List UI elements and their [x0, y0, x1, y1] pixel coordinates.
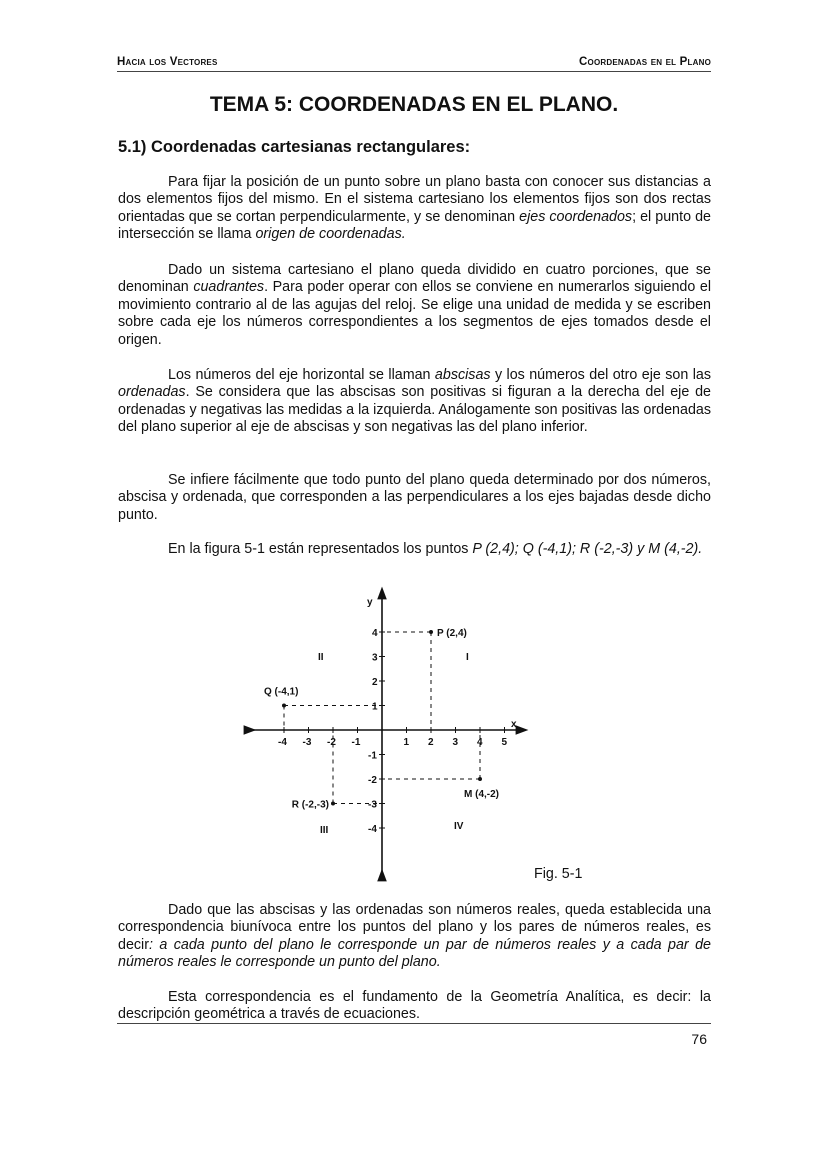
coordinate-plane	[240, 585, 600, 885]
footer-rule	[117, 1023, 711, 1024]
term-ejes-coordenados: ejes coordenados	[519, 208, 633, 225]
term-cuadrantes: cuadrantes	[193, 279, 265, 296]
point-marker	[331, 802, 335, 806]
x-tick-label: 3	[452, 737, 459, 748]
x-tick-label: -4	[278, 737, 287, 748]
paragraph-6: Dado que las abscisas y las ordenadas son números reales, queda establecida una correspondencia biunívoca entre los puntos del plano y los pares de números reales, es decir: a cada punto del plano le corresponde un par de números reales y a cada par de números reales le corresponde un punto del plano.	[118, 902, 711, 971]
term-abscisas: abscisas	[434, 367, 491, 383]
section-heading: 5.1) Coordenadas cartesianas rectangulares:	[118, 138, 471, 156]
page-title: TEMA 5: COORDENADAS EN EL PLANO.	[209, 93, 619, 116]
biunivocal-statement: : a cada punto del plano le corresponde un par de números reales y a cada par de números reales le corresponde un punto del plano.	[118, 936, 711, 971]
coordinate-figure	[240, 585, 600, 885]
point-marker	[429, 630, 433, 634]
paragraph-2: Dado un sistema cartesiano el plano queda dividido en cuatro porciones, que se denominan cuadrantes. Para poder operar con ellos se conviene en numerarlos siguiendo el movimiento contrario al de las agujas del reloj. Se elige una unidad de medida y se escriben sobre cada eje los números correspondientes a los segmentos de ejes tomados desde el origen.	[118, 262, 712, 348]
y-tick-label: 2	[372, 677, 378, 688]
paragraph-7: Esta correspondencia es el fundamento de la Geometría Analítica, es decir: la descripción geométrica a través de ecuaciones.	[118, 989, 711, 1023]
x-axis-label: x	[511, 719, 517, 730]
x-tick-label: 2	[428, 737, 434, 748]
y-tick-label: -4	[368, 824, 377, 835]
point-label: P (2,4)	[437, 628, 467, 639]
y-tick-label: 3	[372, 652, 378, 664]
header-book-title: Hacia los Vectores	[117, 56, 218, 68]
paragraph-5: En la figura 5-1 están representados los puntos P (2,4); Q (-4,1); R (-2,-3) y M (4,-2).	[168, 541, 703, 557]
x-tick-label: 1	[403, 737, 410, 748]
paragraph-4: Se infiere fácilmente que todo punto del plano queda determinado por dos números, abscisa y ordenada, que corresponden a las perpendiculares a los ejes bajadas desde dicho punto.	[118, 472, 711, 523]
header-chapter-title: Coordenadas en el Plano	[579, 56, 711, 68]
axes	[250, 593, 522, 875]
y-tick-label: -2	[368, 775, 377, 786]
point-marker	[282, 704, 286, 708]
y-tick-label: -1	[368, 750, 377, 762]
term-ordenadas: ordenadas	[118, 384, 186, 401]
points-list: P (2,4); Q (-4,1); R (-2,-3) y M (4,-2).	[472, 541, 703, 557]
y-axis-label: y	[367, 597, 373, 608]
quadrant-label-ii: II	[318, 652, 324, 663]
y-tick-label: -3	[368, 799, 377, 811]
header-rule	[117, 71, 711, 72]
figure-caption: Fig. 5-1	[534, 866, 583, 882]
x-tick-label: -2	[327, 737, 336, 748]
y-tick-label: 4	[372, 628, 378, 639]
point-marker	[478, 777, 482, 781]
y-tick-label: 1	[372, 701, 378, 713]
x-tick-label: 5	[501, 737, 508, 748]
point-label: R (-2,-3)	[291, 799, 329, 811]
quadrant-label-iv: IV	[454, 821, 464, 832]
quadrant-label-iii: III	[320, 825, 329, 836]
page-number: 76	[691, 1031, 707, 1047]
term-origen: origen de coordenadas.	[255, 226, 406, 243]
x-tick-label: -1	[351, 737, 361, 748]
point-label: Q (-4,1)	[264, 686, 299, 698]
x-tick-label: 4	[477, 737, 483, 748]
x-tick-label: -3	[302, 737, 312, 748]
paragraph-3: Los números del eje horizontal se llaman abscisas y los números del otro eje son las ordenadas. Se considera que las abscisas son positivas si figuran a la derecha del eje de ordenadas y negativas las medidas a la izquierda. Análogamente son positivas las ordenadas del plano superior al eje de abscisas y son negativas las del plano inferior.	[118, 367, 712, 436]
paragraph-1: Para fijar la posición de un punto sobre un plano basta con conocer sus distancias a dos elementos fijos del mismo. En el sistema cartesiano los elementos fijos son dos rectas orientadas que se cortan perpendicularmente, y se denominan ejes coordenados; el punto de intersección se llama origen de coordenadas.	[118, 174, 712, 243]
point-label: M (4,-2)	[464, 789, 499, 800]
quadrant-label-i: I	[466, 652, 469, 663]
